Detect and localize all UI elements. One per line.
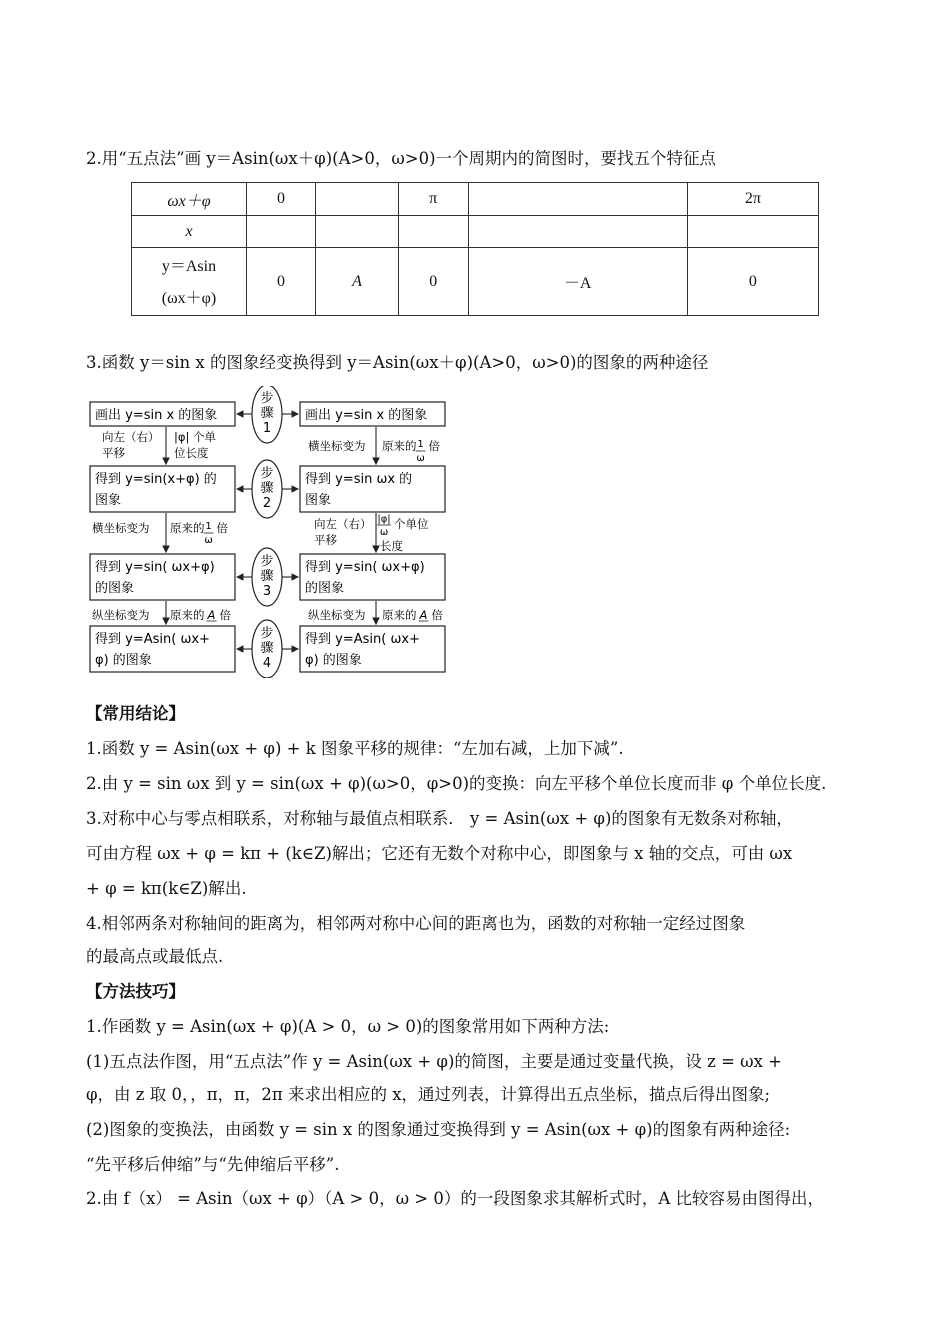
method-line: φ，由 z 取 0，，π，π，2π 来求出相应的 x，通过列表，计算得出五点坐标，描点后得出图象; <box>86 1085 771 1104</box>
left-transform-label: 位长度 <box>174 446 209 460</box>
right-transform-label: ω <box>416 453 425 464</box>
step-label-text: 步 <box>260 554 274 569</box>
conclusion-line: 可由方程 ωx + φ = kπ + (k∈Z)解出；它还有无数个对称中心，即图象与 x 轴的交点，可由 ωx <box>86 844 793 863</box>
left-step-box-text: 得到 y=sin( ωx+φ) <box>95 560 215 575</box>
table-cell <box>398 216 468 248</box>
left-transform-label: A <box>207 608 216 622</box>
step-label-text: 骤 <box>260 481 274 496</box>
table-cell <box>468 216 687 248</box>
right-step-box-text: 画出 y=sin x 的图象 <box>305 408 428 423</box>
left-step-box-text: 的图象 <box>95 581 135 596</box>
right-transform-label: 原来的 <box>382 608 417 622</box>
step-label-text: 2 <box>262 496 272 511</box>
conclusion-line: + φ = kπ(k∈Z)解出. <box>86 879 247 898</box>
table-row-header: x <box>132 216 247 248</box>
right-step-box-text: 得到 y=Asin( ωx+ <box>305 632 420 647</box>
section-2-title: 2.用“五点法”画 y＝Asin(ωx＋φ)(A>0，ω>0)一个周期内的简图时，要找五个特征点 <box>86 149 717 168</box>
method-line: 2.由 f（x） = Asin（ωx + φ）（A > 0，ω > 0）的一段图象求其解析式时，A 比较容易由图得出， <box>86 1189 825 1208</box>
right-transform-label: ω <box>379 527 389 538</box>
step-label-text: 4 <box>262 656 272 671</box>
left-step-box-text: φ) 的图象 <box>95 653 152 668</box>
right-step-box-text: φ) 的图象 <box>305 653 362 668</box>
conclusion-line: 的最高点或最低点. <box>86 947 224 966</box>
left-transform-label: |φ| 个单 <box>174 430 216 444</box>
left-transform-label: 原来的 <box>170 608 205 622</box>
step-label-text: 骤 <box>260 406 274 421</box>
step-label-text: 骤 <box>260 641 274 656</box>
conclusion-line: 2.由 y = sin ωx 到 y = sin(ωx + φ)(ω>0，φ>0)的变换：向左平移个单位长度而非 φ 个单位长度. <box>86 774 827 793</box>
left-transform-label: 倍 <box>219 608 231 622</box>
table-row-header-line2: (ωx＋φ) <box>161 289 217 307</box>
left-transform-label: 横坐标变为 <box>92 521 150 535</box>
table-row-header-line1: y＝Asin <box>161 257 217 275</box>
method-line: “先平移后伸缩”与“先伸缩后平移”. <box>86 1155 340 1174</box>
table-cell: 0 <box>687 248 818 316</box>
left-transform-label: 纵坐标变为 <box>92 608 150 622</box>
right-transform-label: 倍 <box>431 608 443 622</box>
table-cell <box>316 216 399 248</box>
right-step-box-text: 的图象 <box>305 581 345 596</box>
step-label-text: 3 <box>262 584 272 599</box>
step-label-text: 步 <box>260 391 274 406</box>
left-transform-label: 1 <box>205 521 212 532</box>
method-line: (2)图象的变换法，由函数 y = sin x 的图象通过变换得到 y = Asin(ωx + φ)的图象有两种途径: <box>86 1120 791 1139</box>
right-step-box-text: 图象 <box>305 493 332 508</box>
right-step-box-text: 得到 y=sin ωx 的 <box>305 472 413 487</box>
transformation-flow-diagram <box>86 386 448 678</box>
left-step-box-text: 画出 y=sin x 的图象 <box>95 408 218 423</box>
left-step-box-text: 图象 <box>95 493 122 508</box>
table-cell <box>687 216 818 248</box>
step-label-text: 步 <box>260 466 274 481</box>
right-transform-label: |φ| <box>377 514 391 525</box>
conclusion-line: 3.对称中心与零点相联系，对称轴与最值点相联系． y = Asin(ωx + φ)的图象有无数条对称轴， <box>86 809 793 828</box>
right-transform-label: 向左（右） <box>314 517 372 531</box>
table-cell: π <box>398 183 468 216</box>
table-cell: 0 <box>398 248 468 316</box>
table-row-header <box>132 248 247 316</box>
table-row <box>132 183 819 216</box>
table-cell: A <box>316 248 399 316</box>
left-step-box-text: 得到 y=sin(x+φ) 的 <box>95 472 217 487</box>
method-line: 1.作函数 y = Asin(ωx + φ)(A > 0，ω > 0)的图象常用如下两种方法: <box>86 1017 610 1036</box>
step-label-text: 骤 <box>260 569 274 584</box>
table-cell: 2π <box>687 183 818 216</box>
step-label-text: 步 <box>260 626 274 641</box>
right-transform-label: 纵坐标变为 <box>308 608 366 622</box>
table-row <box>132 248 819 316</box>
methods-heading: 【方法技巧】 <box>86 982 185 1001</box>
table-cell <box>468 183 687 216</box>
conclusions-heading: 【常用结论】 <box>86 704 185 723</box>
table-cell: －A <box>468 248 687 316</box>
five-point-table <box>131 182 819 316</box>
right-transform-label: 原来的 <box>382 439 417 453</box>
table-cell <box>247 216 316 248</box>
right-transform-label: 个单位 <box>394 517 429 531</box>
table-cell: 0 <box>247 183 316 216</box>
right-transform-label: A <box>419 608 428 622</box>
table-cell: 0 <box>247 248 316 316</box>
table-row <box>132 216 819 248</box>
right-transform-label: 1 <box>417 439 424 450</box>
method-line: (1)五点法作图，用“五点法”作 y = Asin(ωx + φ)的简图，主要是通过变量代换，设 z = ωx + <box>86 1052 782 1071</box>
conclusion-line: 1.函数 y = Asin(ωx + φ) + k 图象平移的规律：“左加右减，上加下减”. <box>86 739 624 758</box>
left-transform-label: 原来的 <box>170 521 205 535</box>
left-transform-label: 平移 <box>102 446 125 460</box>
right-step-box-text: 得到 y=sin( ωx+φ) <box>305 560 425 575</box>
right-transform-label: 平移 <box>314 533 337 547</box>
left-transform-label: 倍 <box>216 521 228 535</box>
right-transform-label: 长度 <box>380 539 403 553</box>
left-transform-label: ω <box>204 535 213 546</box>
table-cell <box>316 183 399 216</box>
left-transform-label: 向左（右） <box>102 430 160 444</box>
section-3-title: 3.函数 y＝sin x 的图象经变换得到 y＝Asin(ωx＋φ)(A>0，ω>0)的图象的两种途径 <box>86 353 709 372</box>
table-row-header: ωx＋φ <box>132 183 247 216</box>
left-step-box-text: 得到 y=Asin( ωx+ <box>95 632 210 647</box>
step-label-text: 1 <box>262 421 272 436</box>
right-transform-label: 横坐标变为 <box>308 439 366 453</box>
right-transform-label: 倍 <box>428 439 440 453</box>
conclusion-line: 4.相邻两条对称轴间的距离为，相邻两对称中心间的距离也为，函数的对称轴一定经过图象 <box>86 914 746 933</box>
